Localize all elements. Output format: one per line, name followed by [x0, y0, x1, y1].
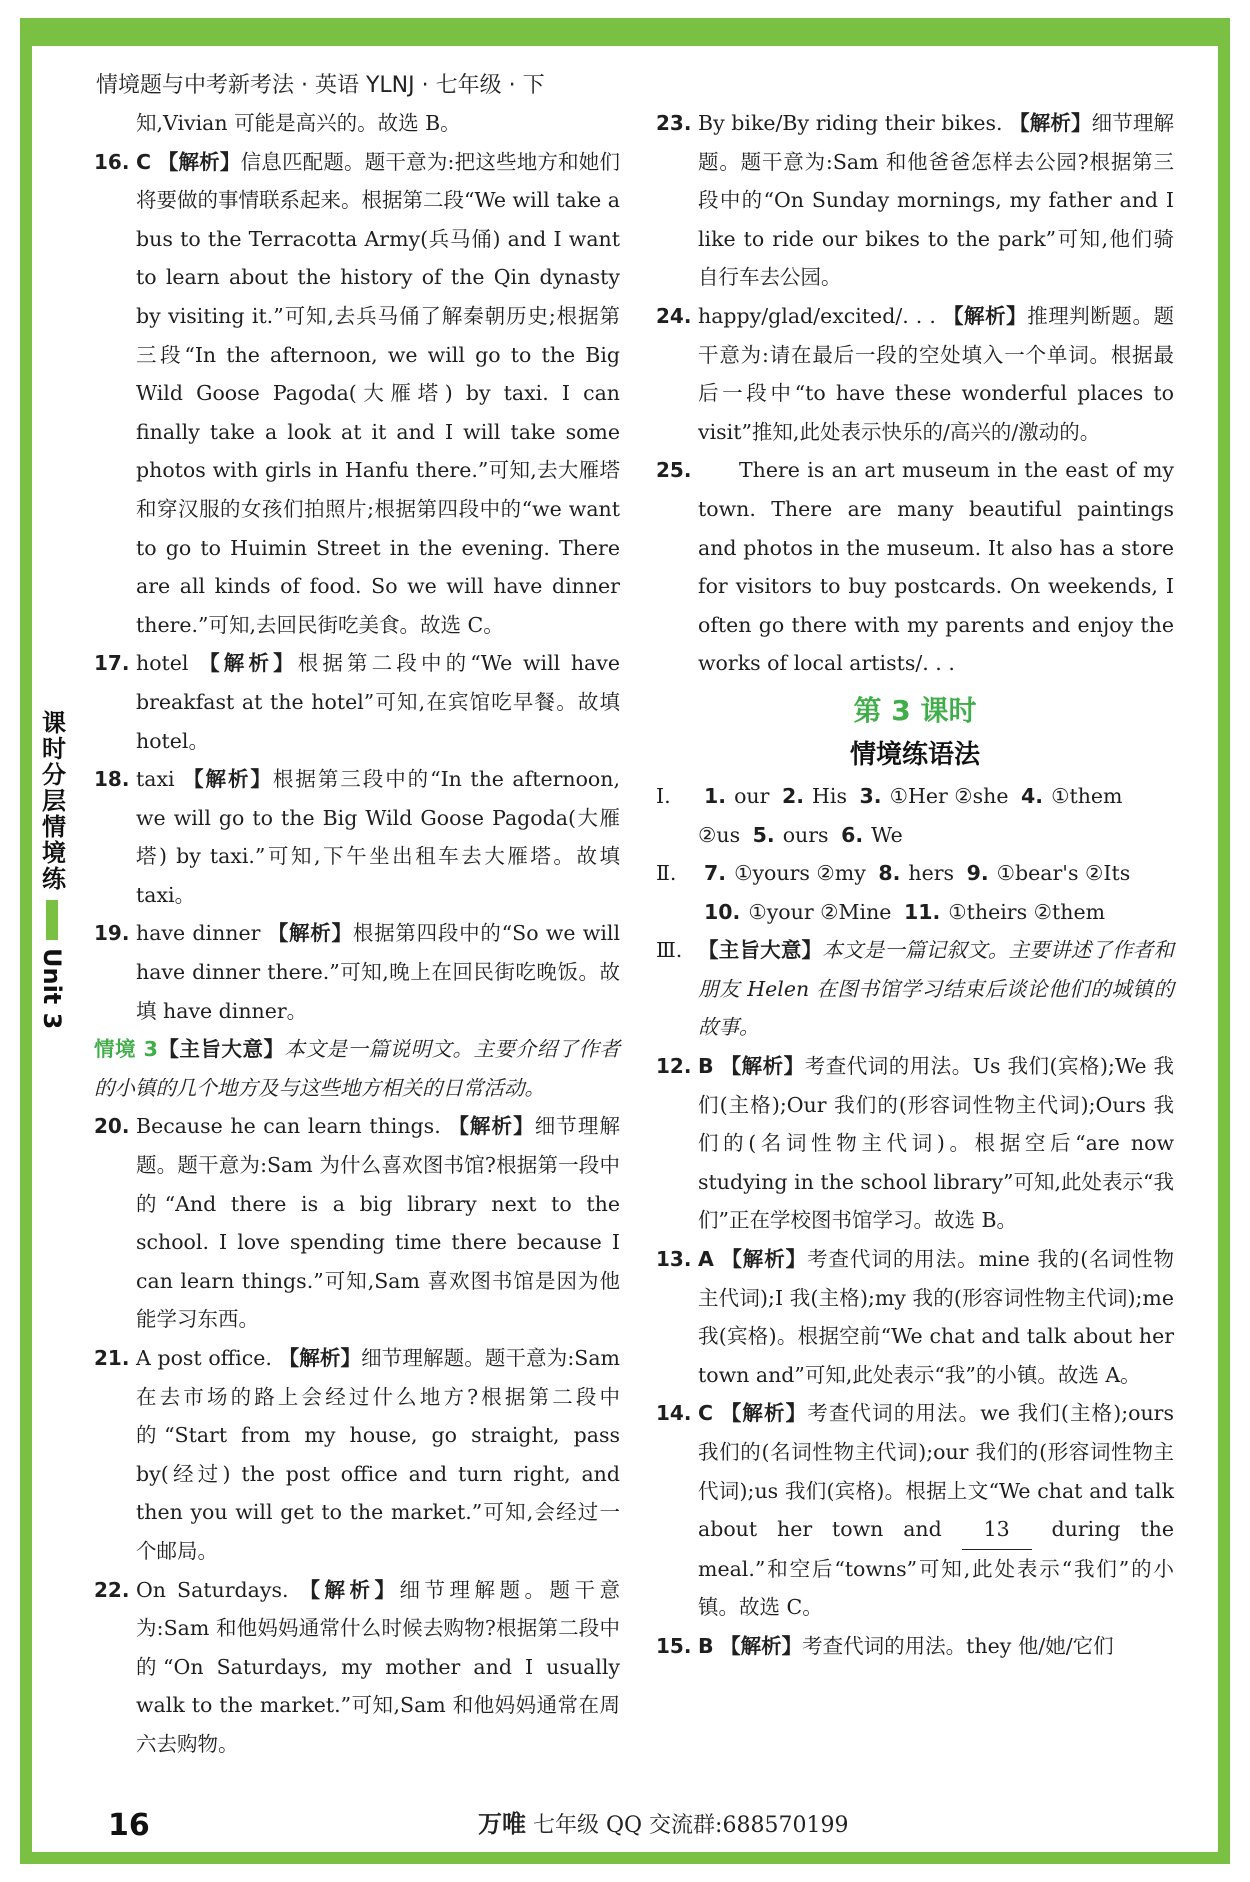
left-border-gap	[32, 46, 42, 686]
question-number: 14.	[656, 1401, 692, 1426]
left-column	[94, 104, 620, 1764]
analysis-tag: 【解析】	[721, 1247, 808, 1272]
analysis-tag: 【解析】	[199, 651, 298, 676]
answer-22	[94, 1571, 620, 1764]
side-tab-chapter: 课时分层情境练	[37, 710, 66, 892]
analysis-text: 信息匹配题。题干意为:把这些地方和她们将要做的事情联系起来。根据第二段“We will take a bus to the Terracotta Army(兵马俑) and I want to learn about the history of the Qin dynasty by visiting it.”可知,去兵马俑了解秦朝历史;根据第三段“In the afternoon, we will go to the Big Wild Goose Pagoda(大雁塔) by taxi. I can finally take a look at it and I will take some photos with girls in Hanfu there.”可知,去大雁塔和穿汉服的女孩们拍照片;根据第四段中的“we want to go to Huimin Street in the evening. There are all kinds of food. So we will have dinner there.”可知,去回民街吃美食。故选 C。	[136, 149, 621, 637]
brand-logo-text: 万唯	[478, 1810, 526, 1838]
item-number: 9.	[966, 861, 989, 886]
answer-value: A	[698, 1247, 714, 1272]
answer-15	[656, 1627, 1174, 1666]
group-note: 七年级 QQ 交流群:688570199	[533, 1813, 849, 1838]
top-border	[20, 18, 1230, 46]
analysis-tag: 【解析】	[720, 1633, 803, 1658]
answer-body	[698, 104, 1174, 297]
item-number: 8.	[878, 861, 901, 886]
analysis-text: 考查代词的用法。they 他/她/它们	[802, 1633, 1114, 1658]
continuation-15: 知,Vivian 可能是高兴的。故选 B。	[136, 111, 461, 135]
item-number: 3.	[859, 783, 882, 808]
lesson-subtitle: 情境练语法	[849, 739, 980, 770]
question-number: 16.	[94, 149, 130, 174]
answer-value: taxi	[136, 767, 175, 792]
analysis-tag: 【解析】	[299, 1577, 400, 1602]
answer-23	[656, 104, 1174, 297]
answer-body	[698, 1047, 1174, 1240]
answer-value: C	[698, 1401, 714, 1426]
answer-body	[136, 1571, 620, 1764]
answer-body	[698, 297, 1174, 451]
summary-text: 本文是一篇记叙文。主要讲述了作者和朋友 Helen 在图书馆学习结束后谈论他们的城镇的故事。	[698, 938, 1175, 1040]
part-2-line-1	[698, 854, 1174, 893]
analysis-text: 细节理解题。题干意为:Sam 和他妈妈通常什么时候去购物?根据第二段中的“On Saturdays, my mother and I usually walk to the market.”可知,Sam 和他妈妈通常在周六去购物。	[136, 1577, 620, 1756]
analysis-text: 根据第二段中的“We will have breakfast at the hotel”可知,在宾馆吃早餐。故填 hotel。	[136, 651, 620, 753]
answer-body	[136, 760, 620, 914]
analysis-tag: 【解析】	[942, 303, 1028, 328]
item-answer: ①theirs ②them	[948, 899, 1106, 924]
sample-writing: There is an art museum in the east of my town. There are many beautiful paintings and photos in the museum. It also has a store for visitors to buy postcards. On weekends, I often go there with my parents and enjoy the works of local artists/. . .	[698, 458, 1174, 676]
part-3-body	[698, 931, 1174, 1047]
answer-19	[94, 914, 620, 1030]
part-3-summary	[656, 931, 1174, 1047]
answer-24	[656, 297, 1174, 451]
question-number: 13.	[656, 1247, 692, 1272]
analysis-text-continued: during the meal.”和空后“towns”可知,此处表示“我们”的小镇。故选 C。	[698, 1517, 1174, 1620]
part-2-answers	[656, 854, 1174, 931]
page-number: 16	[108, 1808, 150, 1843]
side-tab-unit: Unit 3	[38, 948, 66, 1030]
analysis-tag: 【解析】	[720, 1054, 805, 1079]
item-number: 7.	[704, 861, 727, 886]
answer-body	[698, 1240, 1174, 1394]
part-label: Ⅰ.	[656, 783, 671, 808]
question-number: 24.	[656, 303, 692, 328]
item-answer: His	[812, 783, 847, 808]
answer-13	[656, 1240, 1174, 1394]
answer-17	[94, 644, 620, 760]
analysis-tag: 【解析】	[157, 149, 241, 174]
answer-body	[136, 644, 620, 760]
analysis-text: 考查代词的用法。Us 我们(宾格);We 我们(主格);Our 我们的(形容词性物主代词);Ours 我们的(名词性物主代词)。根据空后“are now studying in the school library”可知,此处表示“我们”正在学校图书馆学习。故选 B。	[698, 1054, 1175, 1233]
analysis-tag: 【解析】	[267, 921, 353, 946]
question-number: 23.	[656, 111, 692, 135]
analysis-tag: 【解析】	[278, 1346, 362, 1370]
item-answer: ①your ②Mine	[748, 899, 892, 924]
item-answer: ①bear's ②Its	[996, 861, 1131, 886]
context-label: 情境 3	[94, 1037, 158, 1062]
item-number: 6.	[841, 822, 864, 847]
question-number: 25.	[656, 458, 692, 483]
answer-value: have dinner	[136, 921, 261, 946]
part-label: Ⅲ.	[656, 938, 683, 963]
part-2-body	[698, 854, 1174, 931]
answer-body	[136, 143, 620, 645]
analysis-text: 根据第四段中的“So we will have dinner there.”可知,晚上在回民街吃晚饭。故填 have dinner。	[136, 921, 621, 1023]
analysis-text: 细节理解题。题干意为:Sam 在去市场的路上会经过什么地方?根据第二段中的“Start from my house, go straight, pass by(经过) the post office and turn right, and then you will get to the market.”可知,会经过一个邮局。	[136, 1346, 620, 1563]
answer-20	[94, 1107, 620, 1339]
context-3-summary	[94, 1030, 620, 1107]
answer-body	[136, 914, 620, 1030]
answer-value: By bike/By riding their bikes.	[698, 111, 1003, 135]
answer-value: B	[698, 1633, 714, 1658]
question-number: 17.	[94, 651, 130, 676]
analysis-text: 细节理解题。题干意为:Sam 和他爸爸怎样去公园?根据第三段中的“On Sunday mornings, my father and I like to ride our bikes to the park”可知,他们骑自行车去公园。	[698, 111, 1174, 290]
answer-18	[94, 760, 620, 914]
answer-value: Because he can learn things.	[136, 1114, 441, 1139]
item-number: 2.	[781, 783, 805, 808]
item-number: 10.	[704, 899, 741, 924]
item-answer: We	[871, 822, 903, 847]
question-number: 19.	[94, 921, 130, 946]
item-number: 1.	[704, 783, 727, 808]
analysis-tag: 【解析】	[448, 1114, 535, 1139]
answer-body	[136, 1107, 620, 1339]
answer-21	[94, 1339, 620, 1571]
answer-25	[656, 451, 1174, 683]
analysis-text: 推理判断题。题干意为:请在最后一段的空处填入一个单词。根据最后一段中“to have these wonderful places to visit”推知,此处表示快乐的/高兴的/激动的。	[698, 303, 1174, 444]
analysis-tag: 【解析】	[183, 767, 273, 792]
item-answer: ①them	[1051, 783, 1123, 808]
right-column	[656, 104, 1174, 1666]
right-border	[1218, 18, 1230, 1864]
footer-note	[478, 1804, 848, 1839]
answer-body	[698, 1627, 1174, 1666]
item-number: 4.	[1021, 783, 1044, 808]
part-1-answers	[656, 777, 1174, 854]
question-number: 22.	[94, 1577, 130, 1602]
answer-value: On Saturdays.	[136, 1577, 289, 1602]
item-answer: ours	[782, 822, 829, 847]
item-answer: our	[734, 783, 770, 808]
answer-value: hotel	[136, 651, 189, 676]
part-1-body	[698, 777, 1174, 854]
answer-value: C	[136, 149, 152, 174]
answer-body	[136, 1339, 620, 1571]
question-number: 21.	[94, 1346, 130, 1370]
side-tab-divider	[46, 900, 58, 940]
item-answer: ①Her ②she	[889, 783, 1009, 808]
analysis-tag: 【解析】	[720, 1401, 808, 1426]
part-2-line-2	[698, 893, 1174, 932]
item-number: 5.	[752, 822, 775, 847]
analysis-text: 细节理解题。题干意为:Sam 为什么喜欢图书馆?根据第一段中的“And there is a big library next to the school. I love spending time there because I can learn things.”可知,Sam 喜欢图书馆是因为他能学习东西。	[136, 1114, 620, 1332]
analysis-tag: 【解析】	[1009, 111, 1092, 135]
side-tab	[32, 706, 72, 1046]
answer-value: B	[698, 1054, 714, 1079]
answer-14	[656, 1394, 1174, 1627]
answer-value: A post office.	[136, 1346, 272, 1370]
summary-text: 本文是一篇说明文。主要介绍了作者的小镇的几个地方及与这些地方相关的日常活动。	[94, 1037, 621, 1100]
analysis-text: 考查代词的用法。mine 我的(名词性物主代词);I 我(主格);my 我的(形容词性物主代词);me 我(宾格)。根据空前“We chat and talk about her town and”可知,此处表示“我”的小镇。故选 A。	[698, 1247, 1174, 1387]
item-answer: hers	[908, 861, 955, 886]
summary-tag: 【主旨大意】	[698, 938, 823, 963]
answer-16	[94, 143, 620, 645]
item-number: 11.	[903, 899, 941, 924]
blank-placeholder: 13	[962, 1510, 1032, 1550]
question-number: 12.	[656, 1054, 692, 1079]
question-number: 15.	[656, 1633, 692, 1658]
question-number: 20.	[94, 1114, 130, 1139]
question-number: 18.	[94, 767, 130, 792]
part-1-line-2	[698, 816, 1174, 855]
lesson-title: 第 3 课时	[853, 693, 977, 727]
answer-value: happy/glad/excited/. . .	[698, 303, 936, 328]
item-answer: ①yours ②my	[734, 861, 866, 886]
part-1-line-1	[698, 777, 1174, 816]
left-border	[20, 18, 32, 1864]
summary-tag: 【主旨大意】	[157, 1037, 285, 1062]
bottom-border	[20, 1852, 1230, 1864]
answer-body	[698, 1394, 1174, 1627]
analysis-text: 考查代词的用法。we 我们(主格);ours 我们的(名词性物主代词);our 我们的(形容词性物主代词);us 我们(宾格)。根据上文“We chat and talk about her town and	[698, 1401, 1175, 1542]
item-answer: ②us	[698, 822, 741, 847]
part-label: Ⅱ.	[656, 861, 677, 886]
analysis-text: 根据第三段中的“In the afternoon, we will go to the Big Wild Goose Pagoda(大雁塔) by taxi.”可知,下午坐出租车去大雁塔。故填 taxi。	[136, 767, 620, 907]
running-header: 情境题与中考新考法 · 英语 YLNJ · 七年级 · 下	[96, 73, 545, 98]
answer-12	[656, 1047, 1174, 1240]
